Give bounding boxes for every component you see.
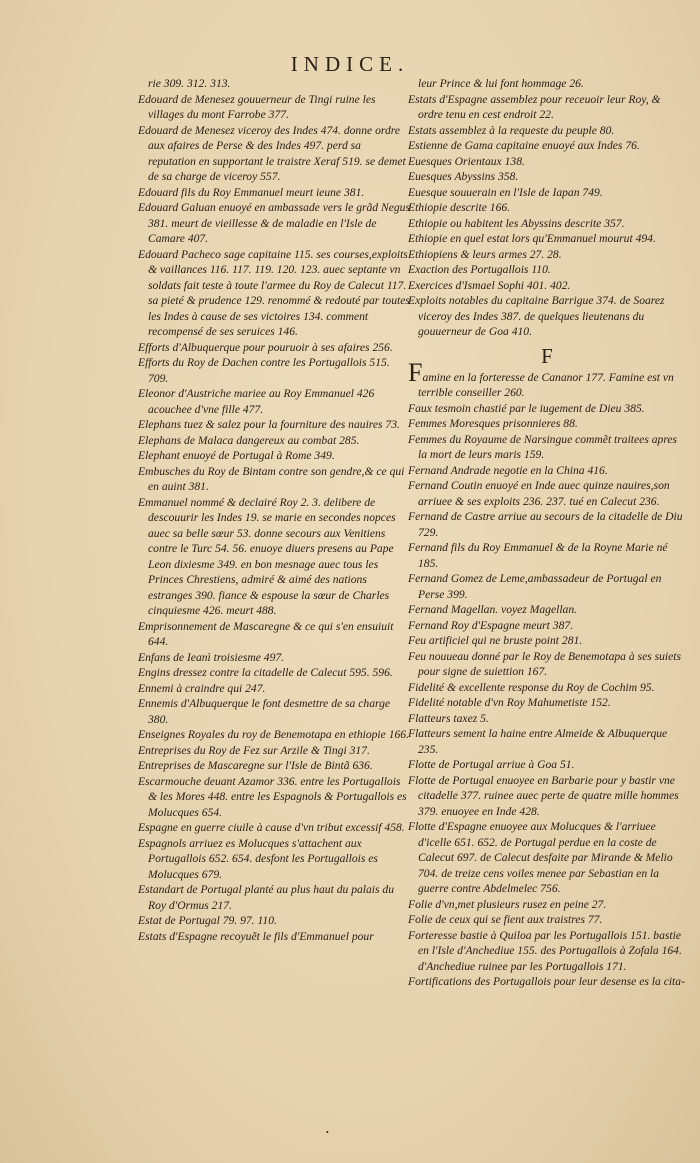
index-entry: Ethiopie en quel estat lors qu'Emmanuel mourut 494.	[408, 232, 656, 245]
index-entry: Exaction des Portugallois 110.	[408, 263, 551, 276]
index-entries-f	[408, 357, 686, 990]
index-entries-e-continued	[408, 76, 686, 340]
index-entry: Femmes du Royaume de Narsingue commẽt traitees apres la mort de leurs maris 159.	[408, 432, 678, 461]
index-entry: Entreprises du Roy de Fez sur Arzile & Tingi 317.	[138, 743, 370, 757]
section-letter-heading: F	[541, 343, 553, 368]
index-entry: Estats d'Espagne assemblez pour receuoir leur Roy, & ordre tenu en cest endroit 22.	[408, 92, 661, 121]
index-entry: Elephant enuoyé de Portugal à Rome 349.	[138, 449, 335, 462]
index-entry: Exploits notables du capitaine Barrigue 374. de Soarez viceroy des Indes 387. de quelques lieutenans du gouuerneur de Goa 410.	[408, 294, 665, 338]
index-entry: Ethiopiens & leurs armes 27. 28.	[408, 247, 562, 261]
index-entry: Espagne en guerre ciuile à cause d'vn tribut excessif 458.	[138, 821, 405, 834]
index-entry: Emmanuel nommé & declairé Roy 2. 3. delibere de descouurir les Indes 19. se marie en secondes nopces auec sa belle sœur 53. donne secours aux Venitiens contre le Turc 54. 56. enuoye diuers presens au Pape Leon dixiesme 349. en bon mesnage auec tous les Princes Chrestiens, admiré & aimé des nations estranges 390. fiance & espouse la sœur de Charles cinquiesme 426. meurt 488.	[138, 495, 396, 617]
index-entry: Forteresse bastie à Quiloa par les Portugallois 151. bastie en l'Isle d'Anchediue 155. des Portugallois à Zofala 164. d'Anchediue ruinee par les Portugallois 171.	[408, 928, 682, 973]
index-entry: Famine en la forteresse de Cananor 177. Famine est vn terrible conseiller 260.	[408, 357, 674, 399]
index-entry: Euesque souuerain en l'Isle de Iapan 749.	[408, 185, 603, 199]
index-entry: Ennemi à craindre qui 247.	[138, 681, 266, 695]
page-title: INDICE.	[290, 52, 410, 76]
index-entry: Edouard de Menesez gouuerneur de Tingi ruine les villages du mont Farrobe 377.	[138, 92, 376, 121]
index-entry: Elephans de Malaca dangereux au combat 285.	[138, 433, 360, 447]
index-entry: Flotte d'Espagne enuoyee aux Molucques & l'arriuee d'icelle 651. 652. de Portugal perdue en la coste de Calecut 697. de Calecut desfaite par Mirande & Melio 704. de treize cens voiles menee par Sebastian en la guerre contre Abdelmelec 756.	[408, 820, 673, 895]
index-entry: Fidelité notable d'vn Roy Mahumetiste 152.	[408, 696, 611, 709]
index-entry: Estienne de Gama capitaine enuoyé aux Indes 76.	[408, 139, 640, 152]
index-column-right	[408, 76, 686, 990]
index-entry: Fernand Coutin enuoyé en Inde auec quinze nauires,son arriuee & ses exploits 236. 237. tué en Calecut 236.	[408, 479, 670, 508]
index-entry: Euesques Orientaux 138.	[408, 154, 525, 168]
index-entry: Edouard fils du Roy Emmanuel meurt ieune 381.	[138, 185, 365, 199]
index-entry: Exercices d'Ismael Sophi 401. 402.	[408, 278, 571, 292]
index-entry: Efforts du Roy de Dachen contre les Portugallois 515. 709.	[138, 356, 390, 385]
index-entry: Fernand Roy d'Espagne meurt 387.	[408, 618, 574, 632]
index-entry: Enseignes Royales du roy de Benemotapa en ethiopie 166.	[138, 728, 409, 741]
index-entry: Fernand Gomez de Leme,ambassadeur de Portugal en Perse 399.	[408, 572, 662, 601]
index-entry: Escarmouche deuant Azamor 336. entre les Portugallois & les Mores 448. entre les Espagnols & Portugallois es Molucques 654.	[138, 774, 407, 819]
index-entry: Femmes Moresques prisonnieres 88.	[408, 417, 578, 430]
index-entry: Flotte de Portugal enuoyee en Barbarie pour y bastir vne citadelle 377. ruinee auec perte de quatre mille hommes 379. enuoyee en Inde 428.	[408, 773, 679, 818]
index-entry: rie 309. 312. 313.	[148, 77, 231, 90]
index-entry: Enfans de Ieanì troisiesme 497.	[138, 650, 285, 664]
index-entry: Edouard Pacheco sage capitaine 115. ses courses,exploits & vaillances 116. 117. 119. 120. 123. auec septante vn soldats fait teste à toute l'armee du Roy de Calecut 117. sa pieté & prudence 129. renommé & redouté par toutes les Indes à cause de ses victoires 134. comment recompensé de ses seruices 146.	[138, 247, 410, 338]
index-entry: Faux tesmoin chastié par le iugement de Dieu 385.	[408, 401, 645, 415]
index-entry: Estat de Portugal 79. 97. 110.	[138, 914, 277, 927]
index-entry: Ethiopie ou habitent les Abyssins descrite 357.	[408, 216, 625, 230]
index-entry: Feu artificiel qui ne bruste point 281.	[408, 634, 583, 647]
index-entry: leur Prince & lui font hommage 26.	[418, 77, 584, 90]
index-entry: Flatteurs sement la haine entre Almeide & Albuquerque 235.	[408, 727, 668, 756]
index-entry: Entreprises de Mascaregne sur l'Isle de Bintã 636.	[138, 759, 373, 772]
index-entry: Fernand Andrade negotie en la China 416.	[408, 463, 608, 477]
index-entry: Fernand Magellan. voyez Magellan.	[408, 603, 578, 616]
index-entry: Euesques Abyssins 358.	[408, 170, 519, 183]
index-entry: Fernand fils du Roy Emmanuel & de la Royne Marie né 185.	[408, 541, 668, 570]
index-entry: Edouard Galuan enuoyé en ambassade vers le grãd Negus 381. meurt de vieillesse & de maladie en l'Isle de Camare 407.	[138, 201, 410, 245]
index-entry: Ennemis d'Albuquerque le font desmettre de sa charge 380.	[138, 697, 391, 726]
index-entry: Emprisonnement de Mascaregne & ce qui s'en ensuiuit 644.	[138, 619, 394, 648]
index-entry: Espagnols arriuez es Molucques s'attachent aux Portugallois 652. 654. desfont les Portugallois es Molucques 679.	[138, 836, 378, 881]
index-entry: Flatteurs taxez 5.	[408, 711, 489, 725]
index-column-left	[138, 76, 410, 944]
index-entry: Flotte de Portugal arriue à Goa 51.	[408, 758, 575, 771]
index-entry: Folie de ceux qui se fient aux traistres 77.	[408, 913, 603, 926]
index-entry: Folie d'vn,met plusieurs rusez en peine 27.	[408, 897, 607, 911]
index-entry: Engins dressez contre la citadelle de Calecut 595. 596.	[138, 666, 393, 679]
index-entry: Edouard de Menesez viceroy des Indes 474. donne ordre aux afaires de Perse & des Indes 497. perd sa reputation en supportant le traistre Xeraf 519. se demet de sa charge de viceroy 557.	[138, 123, 406, 183]
index-entry: Fernand de Castre arriue au secours de la citadelle de Diu 729.	[408, 510, 683, 539]
index-entry: Fortifications des Portugallois pour leur desense es la cita-	[408, 975, 685, 988]
index-entry: Fidelité & excellente response du Roy de Cochim 95.	[408, 680, 655, 694]
index-entry: Ethiopie descrite 166.	[408, 201, 511, 214]
index-entry: Estandart de Portugal planté au plus haut du palais du Roy d'Ormus 217.	[138, 883, 395, 912]
index-entry: Elephans tuez & salez pour la fourniture des nauires 73.	[138, 418, 400, 431]
page-footer-mark: •	[326, 1128, 329, 1137]
index-entry: Estats d'Espagne recoyuẽt le fils d'Emmanuel pour	[138, 929, 374, 943]
index-entry: Embusches du Roy de Bintam contre son gendre,& ce qui en auint 381.	[138, 464, 405, 493]
index-entry: Feu nouueau donné par le Roy de Benemotapa à ses suiets pour signe de suiettion 167.	[408, 649, 682, 678]
index-entry: Efforts d'Albuquerque pour pouruoir à ses afaires 256.	[138, 340, 393, 354]
index-entry: Eleonor d'Austriche mariee au Roy Emmanuel 426 acouchee d'vne fille 477.	[138, 387, 375, 416]
index-entry: Estats assemblez à la requeste du peuple 80.	[408, 123, 615, 137]
